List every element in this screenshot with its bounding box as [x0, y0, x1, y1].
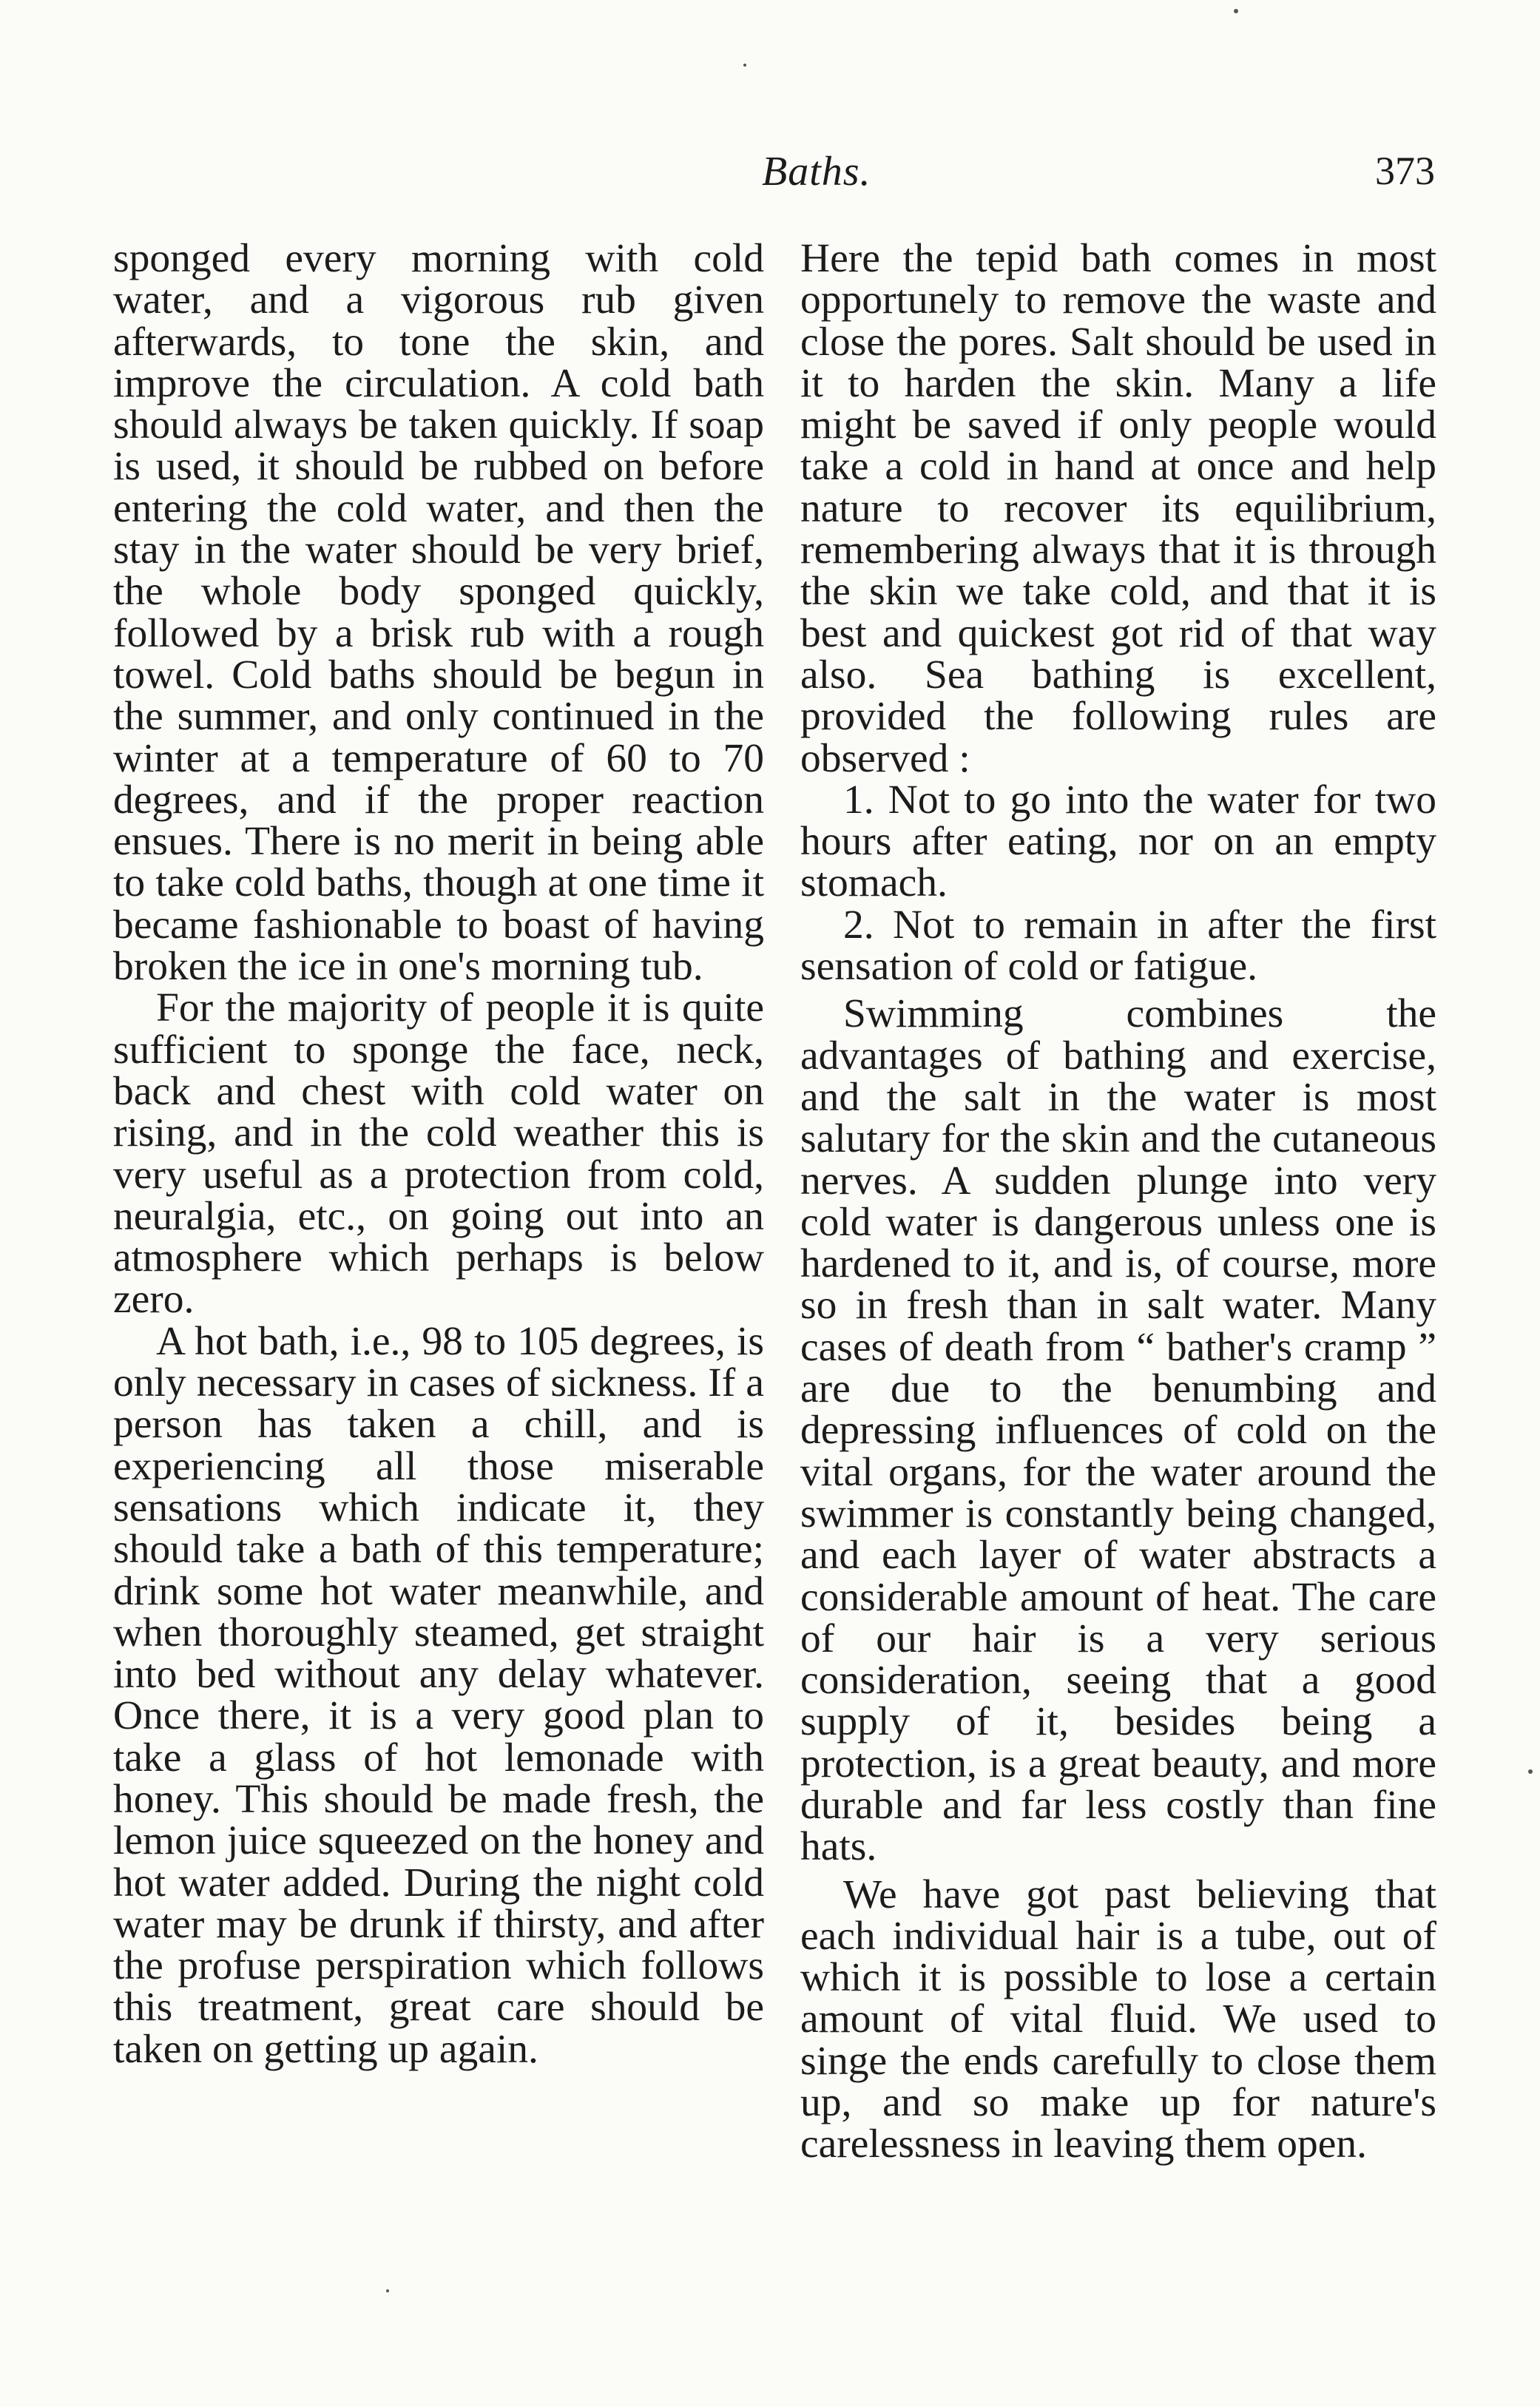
paragraph: We have got past believing that each individual hair is a tube, out of which it is possible to lose a certain amount of vital fluid. We used to singe the ends carefully to close them up, and so make up for nature's carelessness in leaving them open. — [800, 1871, 1436, 2167]
page-number: 373 — [1375, 149, 1435, 193]
print-speck — [386, 2289, 389, 2292]
print-speck — [743, 64, 746, 67]
running-title: Baths. — [762, 149, 871, 195]
paragraph: Here the tepid bath comes in most opportunely to remove the waste and close the pores. Salt should be used in it to harden the skin. Many a life might be saved if only people would take a cold in hand at once and help nature to recover its equilibrium, remembering always that it is through the skin we take cold, and that it is best and quickest got rid of that way also. Sea bathing is excellent, provided the following rules are observed : — [800, 236, 1436, 781]
paragraph: sponged every morning with cold water, and a vigorous rub given afterwards, to tone the skin, and improve the circulation. A cold bath should always be taken quickly. If soap is used, it should be rubbed on before entering the cold water, and then the stay in the water should be very brief, the whole body sponged quickly, followed by a brisk rub with a rough towel. Cold baths should be begun in the summer, and only continued in the winter at a temperature of 60 to 70 degrees, and if the proper reaction ensues. There is no merit in being able to take cold baths, though at one time it became fashionable to boast of having broken the ice in one's morning tub. — [113, 236, 764, 990]
print-speck — [1528, 1769, 1533, 1774]
list-item: 2. Not to remain in after the first sensation of cold or fatigue. — [800, 902, 1436, 990]
list-item: 1. Not to go into the water for two hours after eating, nor on an empty stomach. — [800, 777, 1436, 906]
right-column — [800, 238, 1436, 2166]
paragraph: A hot bath, i.e., 98 to 105 degrees, is only necessary in cases of sickness. If a person has taken a chill, and is experiencing all those miserable sensations which indicate it, they should take a bath of this temperature; drink some hot water meanwhile, and when thoroughly steamed, get straight into bed without any delay whatever. Once there, it is a very good plan to take a glass of hot lemonade with honey. This should be made fresh, the lemon juice squeezed on the honey and hot water added. During the night cold water may be drunk if thirsty, and after the profuse perspiration which follows this treatment, great care should be taken on getting up again. — [113, 1318, 764, 2072]
paragraph: Swimming combines the advantages of bathing and exercise, and the salt in the water is most salutary for the skin and the cutaneous nerves. A sudden plunge into very cold water is dangerous unless one is hardened to it, and is, of course, more so in fresh than in salt water. Many cases of death from “ bather's cramp ” are due to the benumbing and depressing influences of cold on the vital organs, for the water around the swimmer is constantly being changed, and each layer of water abstracts a considerable amount of heat. The care of our hair is a very serious consideration, seeing that a good supply of it, besides being a protection, is a great beauty, and more durable and far less costly than fine hats. — [800, 991, 1436, 1870]
running-head — [111, 148, 1435, 207]
left-column — [113, 238, 764, 2070]
print-speck — [1234, 9, 1238, 13]
paragraph: For the majority of people it is quite sufficient to sponge the face, neck, back and chest with cold water on rising, and in the cold weather this is very useful as a protection from cold, neuralgia, etc., on going out into an atmosphere which perhaps is below zero. — [113, 985, 764, 1323]
